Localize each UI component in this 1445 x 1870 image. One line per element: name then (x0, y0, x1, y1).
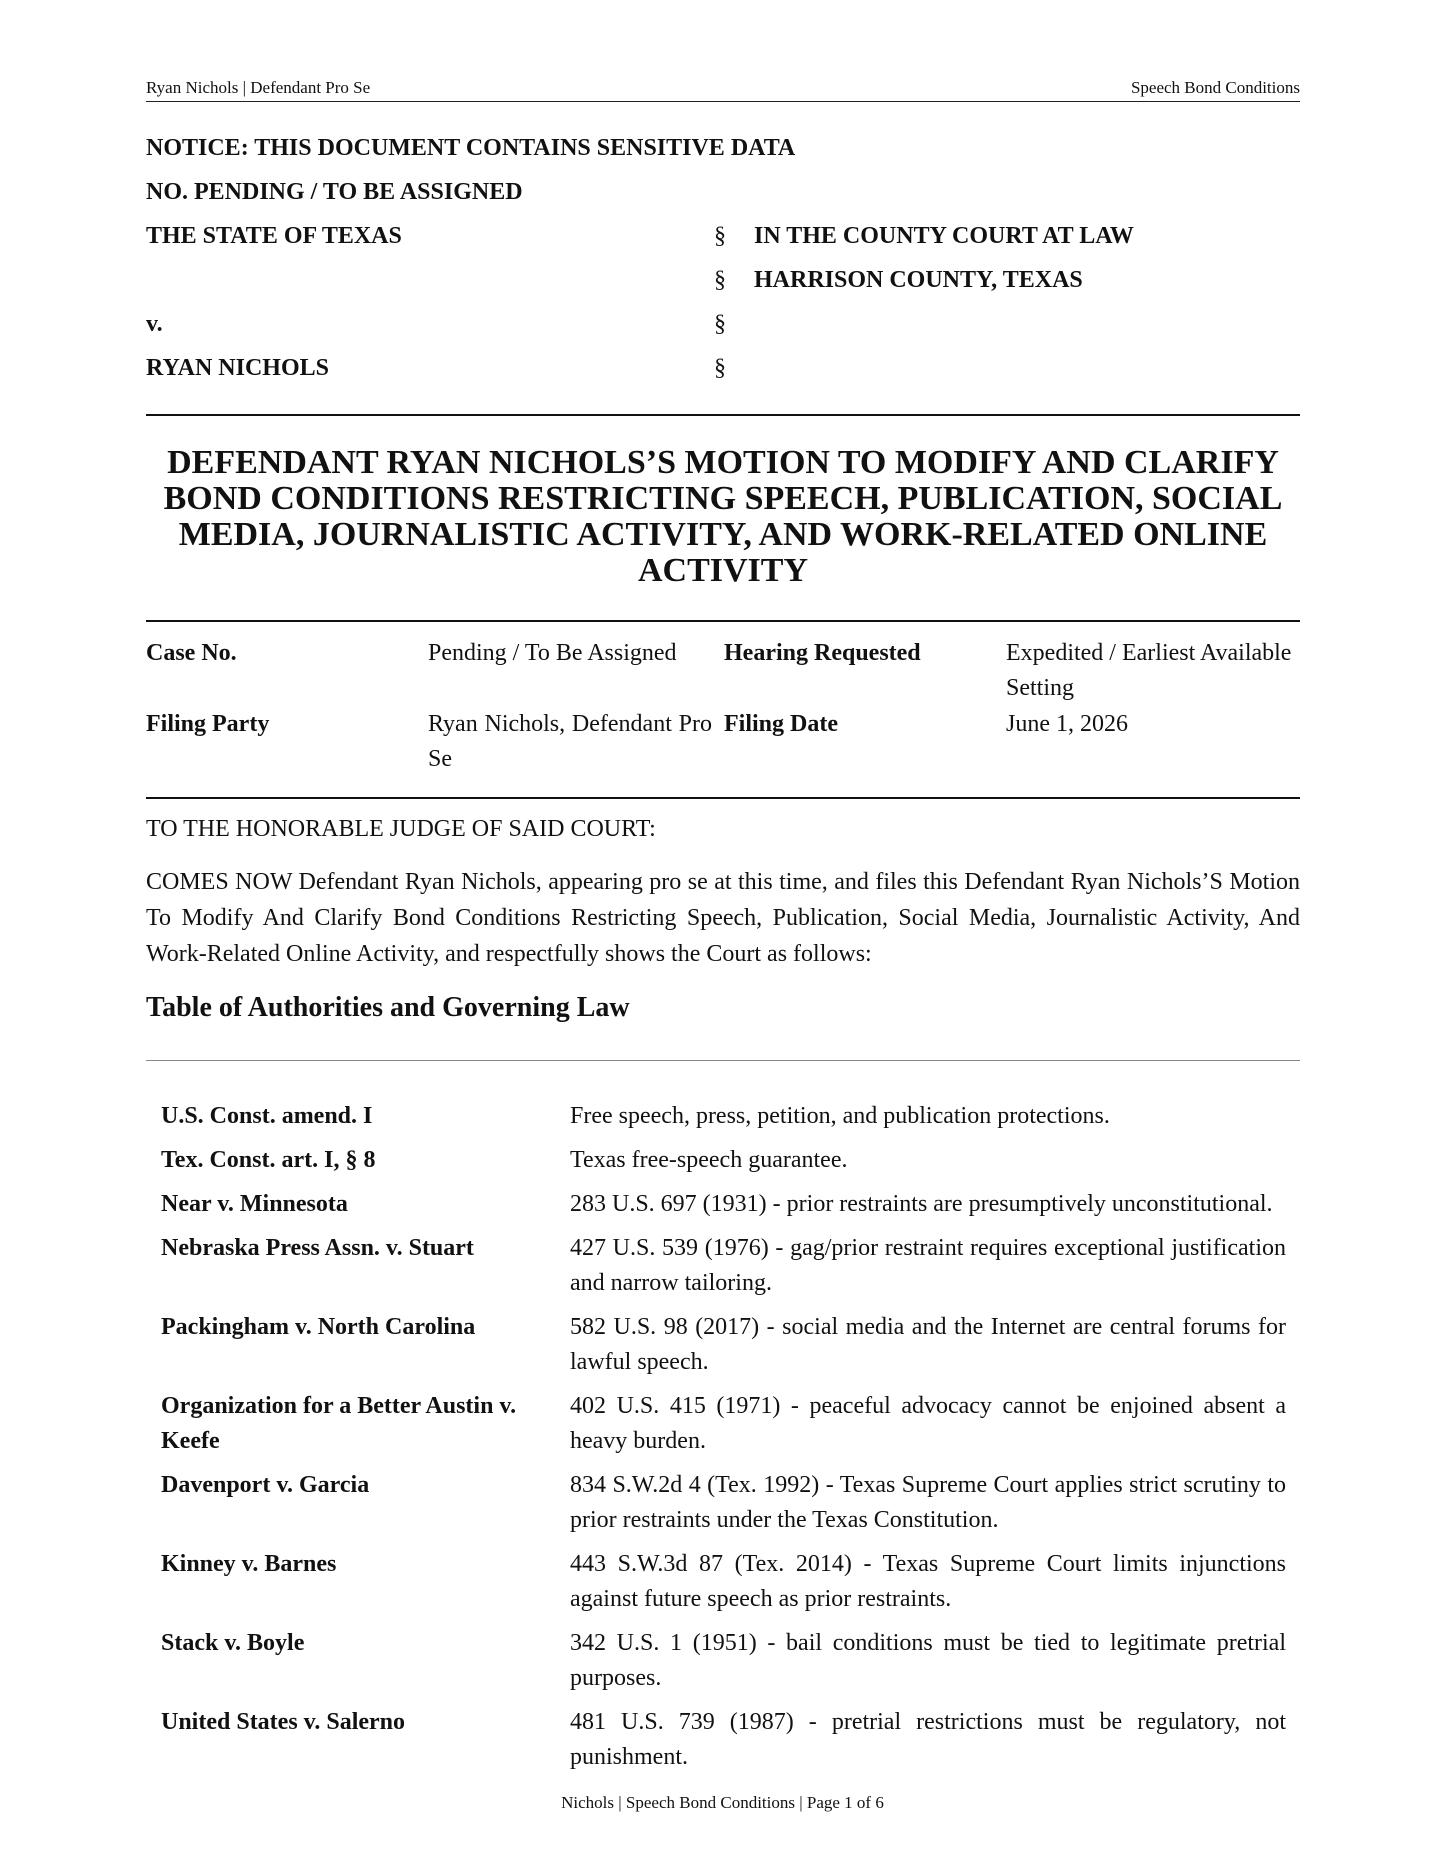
authority-row (161, 1547, 1286, 1617)
filing-party-value: Ryan Nichols, Defendant Pro Se (428, 711, 712, 772)
authority-description: 342 U.S. 1 (1951) - bail conditions must be tied to legitimate pretrial purposes. (570, 1630, 1286, 1691)
authority-name: Packingham v. North Carolina (161, 1314, 476, 1340)
authorities-table (161, 1099, 1286, 1784)
case-caption (146, 223, 1300, 399)
authority-description: Free speech, press, petition, and publication protections. (570, 1103, 1110, 1129)
authority-description: 283 U.S. 697 (1931) - prior restraints are presumptively unconstitutional. (570, 1191, 1273, 1217)
authority-name: Near v. Minnesota (161, 1191, 348, 1217)
header-right: Speech Bond Conditions (1130, 78, 1300, 97)
filing-party-label: Filing Party (146, 711, 270, 737)
authority-name: Stack v. Boyle (161, 1630, 305, 1656)
info-row (146, 636, 1300, 706)
case-no-label: Case No. (146, 640, 237, 666)
authority-row (161, 1310, 1286, 1380)
title-line: BOND CONDITIONS RESTRICTING SPEECH, PUBLICATION, SOCIAL (163, 480, 1283, 517)
authority-name: Organization for a Better Austin v. Keefe (161, 1393, 517, 1454)
authority-row (161, 1143, 1286, 1178)
authority-description: 834 S.W.2d 4 (Tex. 1992) - Texas Supreme Court applies strict scrutiny to prior restraints under the Texas Constitution. (570, 1472, 1286, 1533)
authority-row (161, 1231, 1286, 1301)
authority-name: U.S. Const. amend. I (161, 1103, 373, 1129)
authority-row (161, 1187, 1286, 1222)
authority-name: Kinney v. Barnes (161, 1551, 337, 1577)
divider (146, 414, 1300, 416)
authority-name: Tex. Const. art. I, § 8 (161, 1147, 376, 1173)
caption-party: THE STATE OF TEXAS (146, 223, 402, 249)
filing-date-label: Filing Date (724, 711, 838, 737)
authority-row (161, 1389, 1286, 1459)
title-line: MEDIA, JOURNALISTIC ACTIVITY, AND WORK-RELATED ONLINE (178, 516, 1268, 553)
case-no-value: Pending / To Be Assigned (428, 640, 677, 666)
authority-description: 402 U.S. 415 (1971) - peaceful advocacy cannot be enjoined absent a heavy burden. (570, 1393, 1286, 1454)
title-line: ACTIVITY (637, 552, 809, 589)
authority-row (161, 1099, 1286, 1134)
authority-row (161, 1468, 1286, 1538)
page-footer: Nichols | Speech Bond Conditions | Page 1 of 6 (561, 1793, 884, 1812)
divider (146, 1060, 1300, 1061)
section-symbol: § (714, 267, 726, 293)
case-info-table (146, 636, 1300, 778)
caption-row (146, 355, 1300, 399)
filing-date-value: June 1, 2026 (1006, 711, 1128, 737)
caption-row (146, 267, 1300, 311)
divider (146, 620, 1300, 622)
caption-court: HARRISON COUNTY, TEXAS (754, 267, 1083, 293)
cause-number: NO. PENDING / TO BE ASSIGNED (146, 179, 523, 205)
section-symbol: § (714, 311, 726, 337)
authority-description: 443 S.W.3d 87 (Tex. 2014) - Texas Supreme Court limits injunctions against future speech as prior restraints. (570, 1551, 1286, 1612)
authority-row (161, 1626, 1286, 1696)
authority-row (161, 1705, 1286, 1775)
header-left: Ryan Nichols | Defendant Pro Se (146, 78, 371, 97)
authority-description: 582 U.S. 98 (2017) - social media and the Internet are central forums for lawful speech. (570, 1314, 1286, 1375)
section-heading: Table of Authorities and Governing Law (146, 992, 630, 1023)
authority-description: 427 U.S. 539 (1976) - gag/prior restraint requires exceptional justification and narrow tailoring. (570, 1235, 1286, 1296)
caption-party: RYAN NICHOLS (146, 355, 329, 381)
caption-party: v. (146, 311, 163, 337)
caption-court: IN THE COUNTY COURT AT LAW (754, 223, 1134, 249)
sensitive-notice: NOTICE: THIS DOCUMENT CONTAINS SENSITIVE DATA (146, 135, 796, 161)
authority-name: Davenport v. Garcia (161, 1472, 370, 1498)
authority-name: United States v. Salerno (161, 1709, 406, 1735)
info-row (146, 707, 1300, 777)
authority-name: Nebraska Press Assn. v. Stuart (161, 1235, 474, 1261)
section-symbol: § (714, 223, 726, 249)
authority-description: Texas free-speech guarantee. (570, 1147, 848, 1173)
hearing-value: Expedited / Earliest Available Setting (1006, 640, 1292, 701)
hearing-label: Hearing Requested (724, 640, 921, 666)
authority-description: 481 U.S. 739 (1987) - pretrial restrictions must be regulatory, not punishment. (570, 1709, 1286, 1770)
running-header (146, 78, 1300, 102)
salutation: TO THE HONORABLE JUDGE OF SAID COURT: (146, 816, 656, 842)
divider (146, 797, 1300, 799)
title-line: DEFENDANT RYAN NICHOLS’S MOTION TO MODIFY AND CLARIFY (167, 444, 1279, 481)
caption-row (146, 311, 1300, 355)
motion-title (146, 445, 1300, 589)
section-symbol: § (714, 355, 726, 381)
intro-paragraph: COMES NOW Defendant Ryan Nichols, appearing pro se at this time, and files this Defendant Ryan Nichols’S Motion To Modify And Clarify Bond Conditions Restricting Speech, Publication, Social Media, Journalistic Activity, And Work-Related Online Activity, and respectfully shows the Court as follows: (146, 869, 1300, 967)
caption-row (146, 223, 1300, 267)
